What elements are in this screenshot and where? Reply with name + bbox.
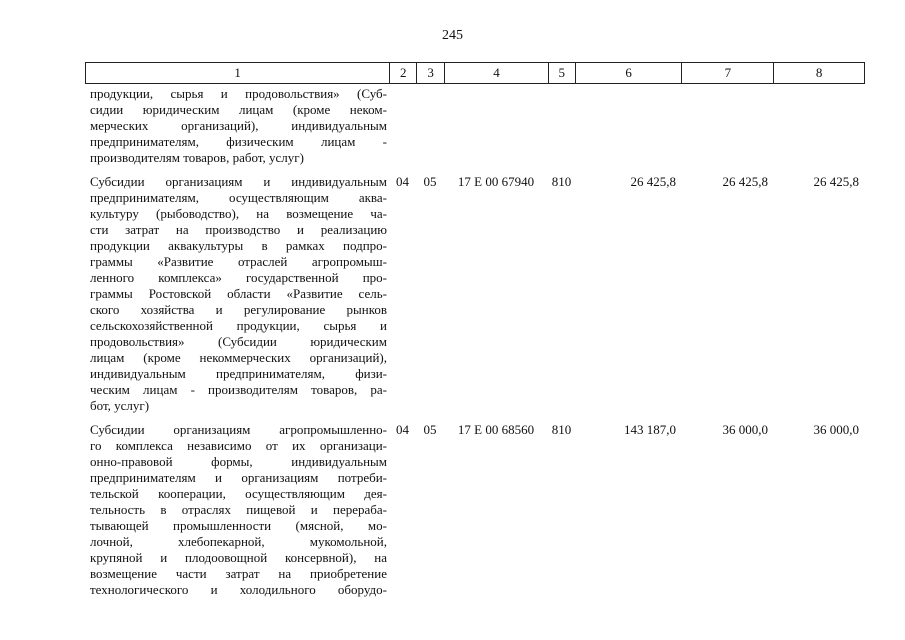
table-row <box>85 174 865 414</box>
section-code: 04 <box>396 422 409 437</box>
table-row <box>85 422 865 598</box>
description-line: ческим лицам - производителям товаров, ра- <box>90 382 387 397</box>
description-line: возмещение части затрат на приобретение <box>90 566 387 581</box>
description-line: бот, услуг) <box>90 398 150 413</box>
header-col-1: 1 <box>234 65 241 80</box>
amount-col-6: 26 425,8 <box>630 174 676 189</box>
row-description <box>85 422 389 598</box>
description-line: продукции аквакультуры в рамках подпро- <box>90 238 387 253</box>
header-col-5: 5 <box>548 63 575 83</box>
description-line: граммы «Развитие отраслей агропромыш- <box>90 254 387 269</box>
header-col-7: 7 <box>681 63 773 83</box>
table-row <box>85 86 865 166</box>
expense-type-code: 810 <box>551 174 572 189</box>
description-line: сельскохозяйственной продукции, сырья и <box>90 318 387 333</box>
header-col-6: 6 <box>575 63 682 83</box>
description-line: продовольствия» (Субсидии юридическим <box>90 334 387 349</box>
description-line: производителям товаров, работ, услуг) <box>90 150 304 165</box>
description-line: ского хозяйства и регулирование рынков <box>90 302 387 317</box>
target-article-code: 17 Е 00 68560 <box>457 422 535 437</box>
header-col-2: 2 <box>389 63 416 83</box>
budget-table <box>85 62 865 598</box>
amount-col-8: 36 000,0 <box>813 422 859 437</box>
description-line: предпринимателям и организациям потреби- <box>90 470 387 485</box>
description-line: продукции, сырья и продовольствия» (Суб- <box>90 86 387 101</box>
table-header-row <box>85 62 865 84</box>
description-line: го комплекса независимо от их организаци- <box>90 438 387 453</box>
description-line: онно-правовой формы, индивидуальным <box>90 454 387 469</box>
description-line: лицам (кроме некоммерческих организаций), <box>90 350 387 365</box>
description-line: Субсидии организациям и индивидуальным <box>90 174 387 189</box>
description-line: предпринимателям, осуществляющим аква- <box>90 190 387 205</box>
subsection-code: 05 <box>423 422 437 437</box>
page-number: 245 <box>442 28 463 43</box>
description-line: граммы Ростовской области «Развитие сель- <box>90 286 387 301</box>
subsection-code: 05 <box>423 174 437 189</box>
description-line: культуру (рыбоводство), на возмещение ча- <box>90 206 387 221</box>
section-code: 04 <box>396 174 409 189</box>
header-col-8: 8 <box>773 63 864 83</box>
row-description <box>85 174 389 414</box>
expense-type-code: 810 <box>551 422 572 437</box>
description-line: лочной, хлебопекарной, мукомольной, <box>90 534 387 549</box>
description-line: тывающей промышленности (мясной, мо- <box>90 518 387 533</box>
description-line: индивидуальным предпринимателям, физи- <box>90 366 387 381</box>
amount-col-8: 26 425,8 <box>813 174 859 189</box>
description-line: Субсидии организациям агропромышленно- <box>90 422 387 437</box>
target-article-code: 17 Е 00 67940 <box>457 174 535 189</box>
description-line: сидии юридическим лицам (кроме неком- <box>90 102 387 117</box>
description-line: предпринимателям, физическим лицам - <box>90 134 387 149</box>
description-line: ленного комплекса» государственной про- <box>90 270 387 285</box>
description-line: мерческих организаций), индивидуальным <box>90 118 387 133</box>
amount-col-7: 26 425,8 <box>722 174 768 189</box>
row-description <box>85 86 389 166</box>
description-line: технологического и холодильного оборудо- <box>90 582 387 597</box>
description-line: крупяной и плодоовощной консервной), на <box>90 550 387 565</box>
amount-col-7: 36 000,0 <box>722 422 768 437</box>
header-col-4: 4 <box>444 63 548 83</box>
header-col-3: 3 <box>416 63 444 83</box>
description-line: тельность в отраслях пищевой и перераба- <box>90 502 387 517</box>
description-line: сти затрат на производство и реализацию <box>90 222 387 237</box>
amount-col-6: 143 187,0 <box>624 422 676 437</box>
description-line: тельской кооперации, осуществляющим дея- <box>90 486 387 501</box>
